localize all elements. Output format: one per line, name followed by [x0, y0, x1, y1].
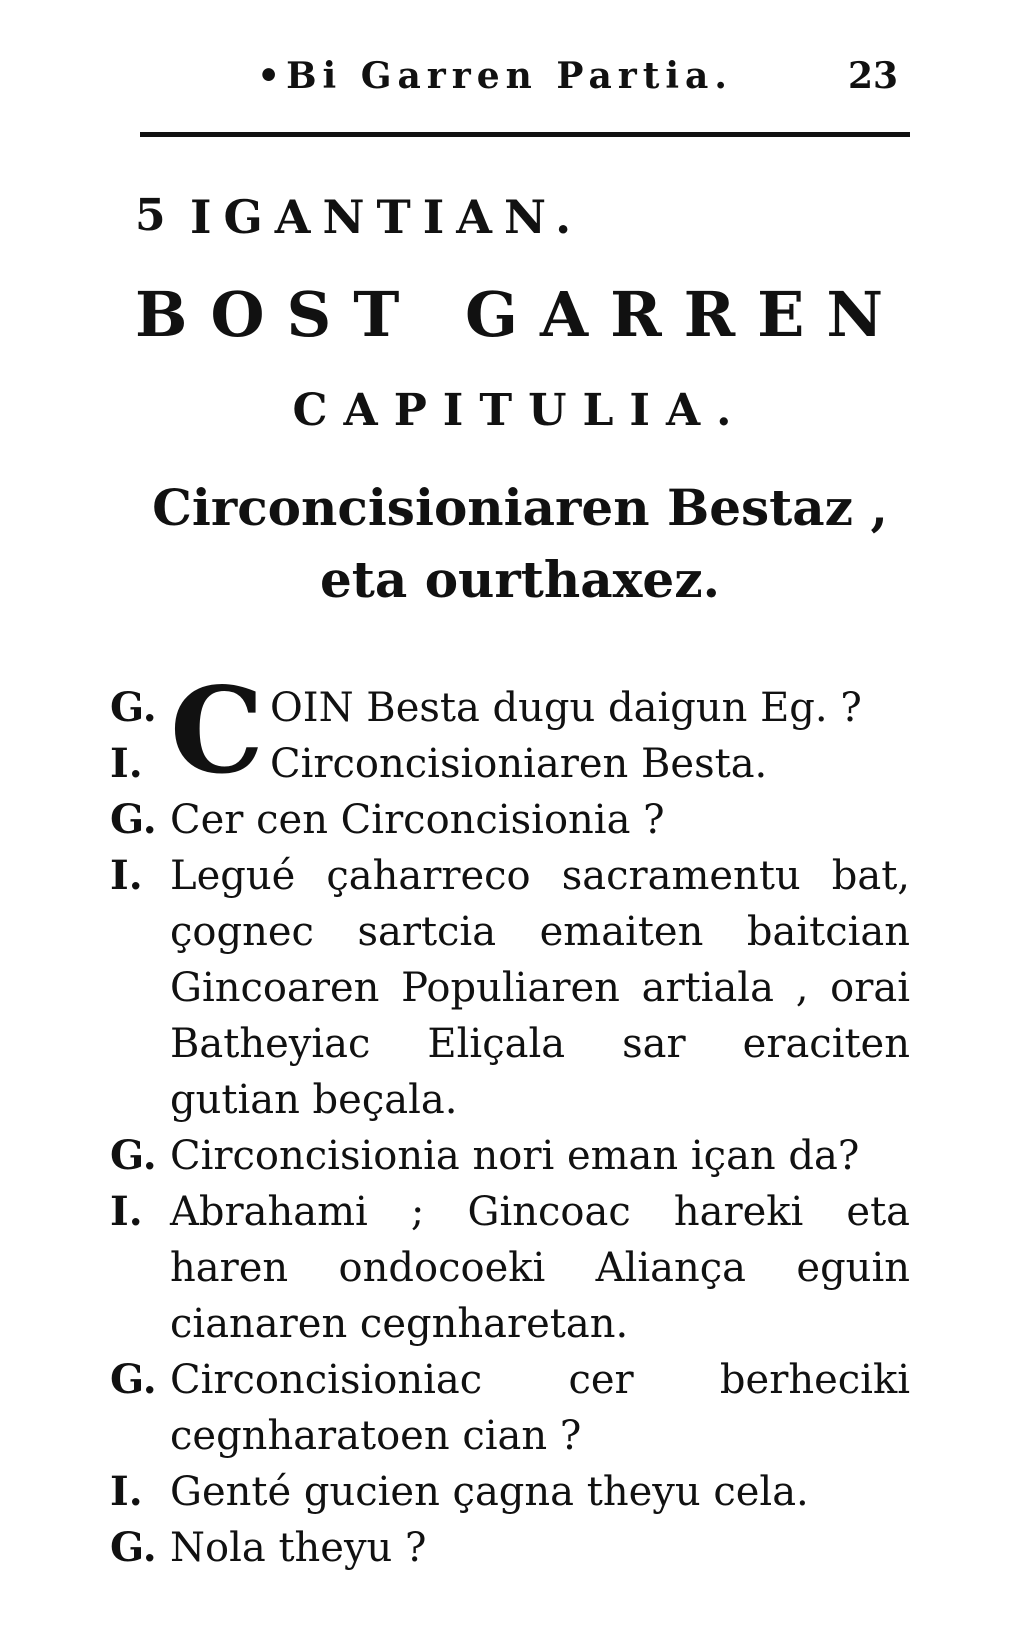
speaker-label: I. — [110, 1188, 143, 1235]
speaker-label: G. — [110, 1132, 157, 1179]
dialogue-entry — [110, 1352, 910, 1464]
speaker-label: I. — [110, 740, 143, 787]
dialogue-entry — [110, 1520, 910, 1576]
section-number: 5 — [135, 190, 166, 241]
speaker-label: G. — [110, 1524, 157, 1571]
question-text: Circoncisionia nori eman içan da? — [170, 1133, 860, 1179]
header-rule — [140, 132, 910, 137]
speaker-label: I. — [110, 852, 143, 899]
speaker-label: G. — [110, 684, 157, 731]
opening-exchange — [110, 661, 910, 800]
answer-text: Legué çaharreco sacramentu bat, çognec sartcia emaiten baitcian Gincoaren Populiaren artiala , orai Batheyiac Eliçala sar eraciten gutian beçala. — [170, 853, 910, 1123]
dialogue-entry — [110, 1184, 910, 1352]
question-text: Cer cen Circoncisionia ? — [170, 797, 665, 843]
speaker-label: G. — [110, 796, 157, 843]
question-text: Nola theyu ? — [170, 1525, 427, 1571]
running-head: •Bi Garren Partia. — [257, 55, 733, 97]
page-number: 23 — [848, 55, 899, 97]
question-text: Circoncisioniac cer berheciki cegnharatoen cian ? — [170, 1357, 910, 1459]
chapter-subject: Circoncisioniaren Bestaz , eta ourthaxez. — [152, 478, 888, 609]
dialogue-entry — [110, 848, 910, 1128]
speaker-label: I. — [110, 1468, 143, 1515]
drop-cap: C — [170, 661, 264, 800]
dialogue-entry — [110, 1128, 910, 1184]
dialogue-entry — [110, 792, 910, 848]
chapter-word: CAPITULIA. — [292, 385, 748, 436]
chapter-ordinal: BOST GARREN — [134, 278, 906, 351]
answer-text: Genté gucien çagna theyu cela. — [170, 1469, 809, 1515]
answer-text: Abrahami ; Gincoac hareki eta haren ondocoeki Aliança eguin cianaren cegnharetan. — [170, 1189, 910, 1347]
answer-text: Circoncisioniaren Besta. — [270, 741, 768, 787]
speaker-label: G. — [110, 1356, 157, 1403]
dialogue-entry — [110, 1464, 910, 1520]
question-text: OIN Besta dugu daigun Eg. ? — [270, 685, 862, 731]
section-title: IGANTIAN. — [190, 190, 584, 244]
